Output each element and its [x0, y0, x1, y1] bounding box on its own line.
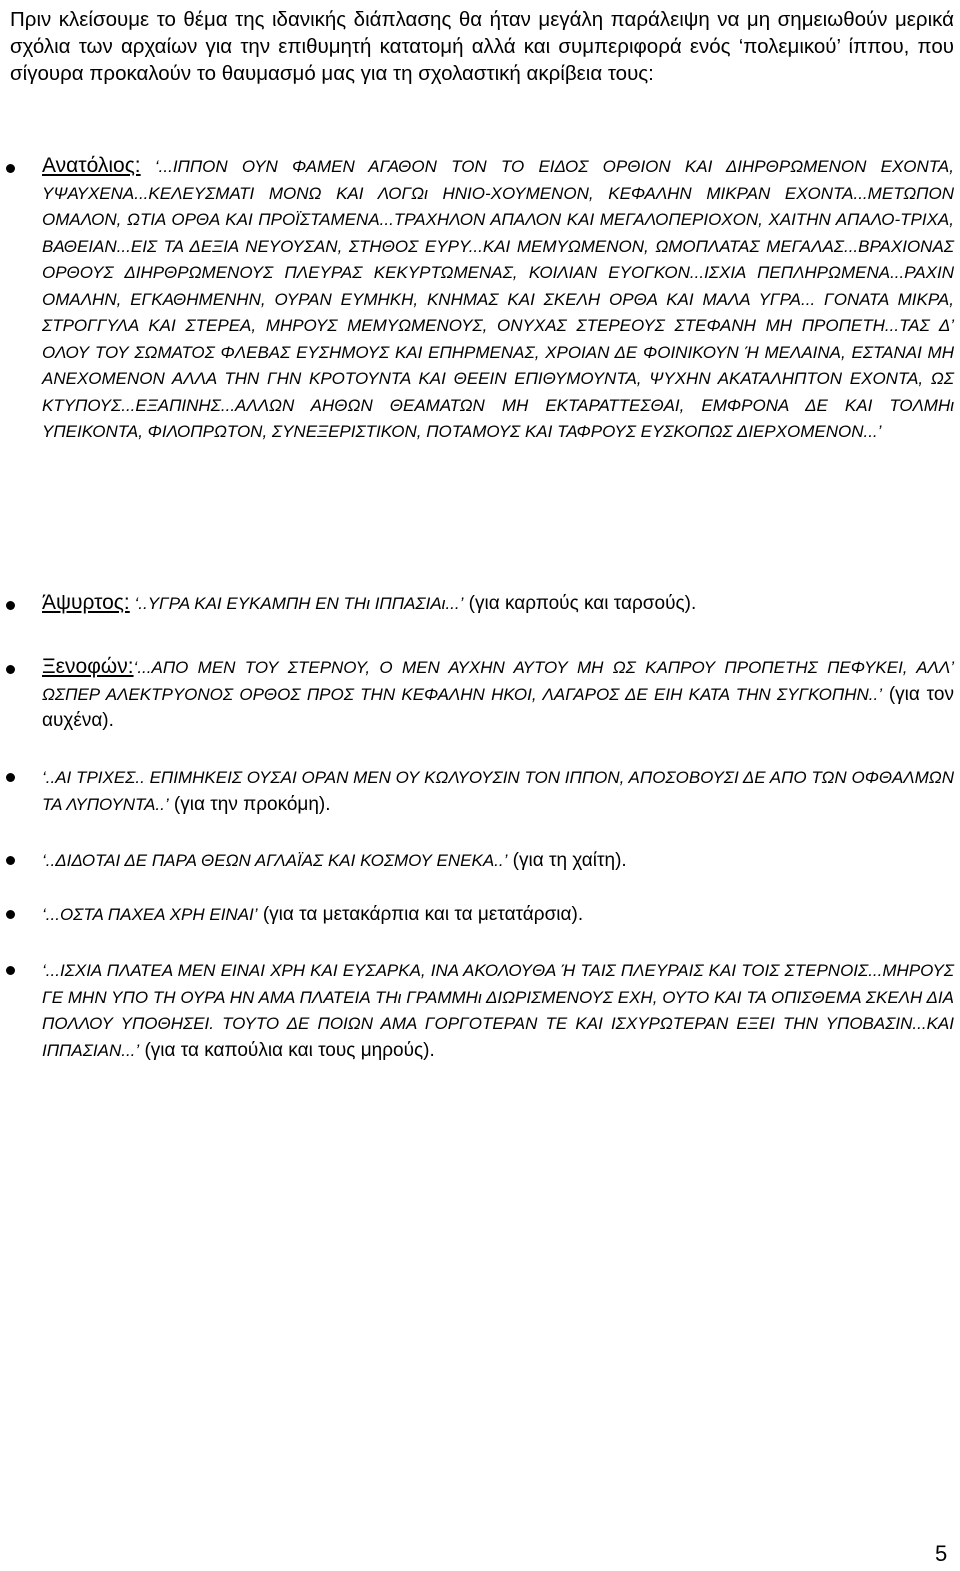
bullet-icon	[6, 601, 15, 610]
author-name: Άψυρτος:	[42, 591, 130, 614]
quote-note: (για καρπούς και ταρσούς).	[463, 593, 697, 614]
quote-note: (για τα καπούλια και τους μηρούς).	[139, 1039, 435, 1061]
list-item-text	[42, 764, 954, 818]
bullet-icon	[6, 856, 15, 865]
list-item-text	[42, 654, 954, 735]
bullet-icon	[6, 665, 15, 674]
list-item-text	[42, 153, 954, 446]
intro-paragraph: Πριν κλείσουμε το θέμα της ιδανικής διάπλασης θα ήταν μεγάλη παράλειψη να μη σημειωθούν μερικά σχόλια των αρχαίων για την επιθυμητή κατατομή αλλά και συμπεριφορά ενός ‘πολεμικού’ ίππου, που σίγουρα προκαλούν το θαυμασμό μας για τη σχολαστική ακρίβεια τους:	[10, 8, 954, 85]
ancient-quote: ‘...ΑΠΟ ΜΕΝ ΤΟΥ ΣΤΕΡΝΟΥ, Ο ΜΕΝ ΑΥΧΗΝ ΑΥΤΟΥ ΜΗ ΩΣ ΚΑΠΡΟΥ ΠΡΟΠΕΤΗΣ ΠΕΦΥΚΕΙ, ΑΛΛ’ ΩΣΠΕΡ ΑΛΕΚΤΡΥΟΝΟΣ ΟΡΘΟΣ ΠΡΟΣ ΤΗΝ ΚΕΦΑΛΗΝ ΗΚΟΙ, ΛΑΓΑΡΟΣ ΔΕ ΕΙΗ ΚΑΤΑ ΤΗΝ ΣΥΓΚΟΠΗΝ..’	[42, 658, 954, 704]
list-item-text	[42, 590, 954, 618]
quote-note: (για τα μετακάρπια και τα μετατάρσια).	[257, 904, 584, 925]
quote-note: (για τον αυχένα).	[42, 683, 954, 731]
page-number: 5	[935, 1541, 948, 1566]
ancient-quote: ‘...ΙΠΠΟΝ ΟΥΝ ΦΑΜΕΝ ΑΓΑΘΟΝ ΤΟΝ ΤΟ ΕΙΔΟΣ ΟΡΘΙΟΝ ΚΑΙ ΔΙΗΡΘΡΩΜΕΝΟΝ ΕΧΟΝΤΑ, ΥΨΑΥΧΕΝΑ...ΚΕΛΕΥΣΜΑΤΙ ΜΟΝΩ ΚΑΙ ΛΟΓΩι ΗΝΙΟ-ΧΟΥΜΕΝΟΝ, ΚΕΦΑΛΗΝ ΜΙΚΡΑΝ ΕΧΟΝΤΑ...ΜΕΤΩΠΟΝ ΟΜΑΛΟΝ, ΩΤΙΑ ΟΡΘΑ ΚΑΙ ΠΡΟΪΣΤΑΜΕΝΑ...ΤΡΑΧΗΛΟΝ ΑΠΑΛΟΝ ΚΑΙ ΜΕΓΑΛΟΠΕΡΙΟΧΟΝ, ΧΑΙΤΗΝ ΑΠΑΛΟ-ΤΡΙΧΑ, ΒΑΘΕΙΑΝ...ΕΙΣ ΤΑ ΔΕΞΙΑ ΝΕΥΟΥΣΑΝ, ΣΤΗΘΟΣ ΕΥΡΥ...ΚΑΙ ΜΕΜΥΩΜΕΝΟΝ, ΩΜΟΠΛΑΤΑΣ ΜΕΓΑΛΑΣ...ΒΡΑΧΙΟΝΑΣ ΟΡΘΟΥΣ ΔΙΗΡΘΡΩΜΕΝΟΥΣ ΠΛΕΥΡΑΣ ΚΕΚΥΡΤΩΜΕΝΑΣ, ΚΟΙΛΙΑΝ ΕΥΟΓΚΟΝ...ΙΣΧΙΑ ΠΕΠΛΗΡΩΜΕΝΑ...ΡΑΧΙΝ ΟΜΑΛΗΝ, ΕΓΚΑΘΗΜΕΝΗΝ, ΟΥΡΑΝ ΕΥΜΗΚΗ, ΚΝΗΜΑΣ ΚΑΙ ΣΚΕΛΗ ΟΡΘΑ ΚΑΙ ΜΑΛΑ ΥΓΡΑ... ΓΟΝΑΤΑ ΜΙΚΡΑ, ΣΤΡΟΓΓΥΛΑ ΚΑΙ ΣΤΕΡΕΑ, ΜΗΡΟΥΣ ΜΕΜΥΩΜΕΝΟΥΣ, ΟΝΥΧΑΣ ΣΤΕΡΕΟΥΣ ΣΤΕΦΑΝΗ ΜΗ ΠΡΟΠΕΤΗ...ΤΑΣ Δ’ ΟΛΟΥ ΤΟΥ ΣΩΜΑΤΟΣ ΦΛΕΒΑΣ ΕΥΣΗΜΟΥΣ ΚΑΙ ΕΠΗΡΜΕΝΑΣ, ΧΡΟΙΑΝ ΔΕ ΦΟΙΝΙΚΟΥΝ Ή ΜΕΛΑΙΝΑ, ΕΣΤΑΝΑΙ ΜΗ ΑΝΕΧΟΜΕΝΟΝ ΑΛΛΑ ΤΗΝ ΓΗΝ ΚΡΟΤΟΥΝΤΑ ΚΑΙ ΘΕΕΙΝ ΕΠΙΘΥΜΟΥΝΤΑ, ΨΥΧΗΝ ΑΚΑΤΑΛΗΠΤΟΝ ΕΧΟΝΤΑ, ΩΣ ΚΤΥΠΟΥΣ...ΕΞΑΠΙΝΗΣ...ΑΛΛΩΝ ΑΗΘΩΝ ΘΕΑΜΑΤΩΝ ΜΗ ΕΚΤΑΡΑΤΤΕΣΘΑΙ, ΕΜΦΡΟΝΑ ΔΕ ΚΑΙ ΤΟΛΜΗι ΥΠΕΙΚΟΝΤΑ, ΦΙΛΟΠΡΩΤΟΝ, ΣΥΝΕΞΕΡΙΣΤΙΚΟΝ, ΠΟΤΑΜΟΥΣ ΚΑΙ ΤΑΦΡΟΥΣ ΕΥΣΚΟΠΩΣ ΔΙΕΡΧΟΜΕΝΟΝ...’	[42, 157, 954, 441]
ancient-quote: ‘..ΥΓΡΑ ΚΑΙ ΕΥΚΑΜΠΗ ΕΝ ΤΗι ΙΠΠΑΣΙΑι...’	[129, 594, 464, 613]
list-item-text	[42, 957, 954, 1064]
ancient-quote: ‘..ΑΙ ΤΡΙΧΕΣ.. ΕΠΙΜΗΚΕΙΣ ΟΥΣΑΙ ΟΡΑΝ ΜΕΝ ΟΥ ΚΩΛΥΟΥΣΙΝ ΤΟΝ ΙΠΠΟΝ, ΑΠΟΣΟΒΟΥΣΙ ΔΕ ΑΠΟ ΤΩΝ ΟΦΘΑΛΜΩΝ ΤΑ ΛΥΠΟΥΝΤΑ..’	[42, 768, 954, 814]
list-item-text	[42, 847, 954, 875]
author-name: Ξενοφών:	[42, 655, 134, 678]
bullet-icon	[6, 773, 15, 782]
list-item-text	[42, 901, 954, 929]
bullet-icon	[6, 966, 15, 975]
author-name: Ανατόλιος:	[42, 154, 141, 177]
quote-note: (για την προκόμη).	[168, 793, 331, 815]
bullet-icon	[6, 910, 15, 919]
quote-note: (για τη χαίτη).	[507, 850, 627, 871]
ancient-quote: ‘...ΙΣΧΙΑ ΠΛΑΤΕΑ ΜΕΝ ΕΙΝΑΙ ΧΡΗ ΚΑΙ ΕΥΣΑΡΚΑ, ΙΝΑ ΑΚΟΛΟΥΘΑ Ή ΤΑΙΣ ΠΛΕΥΡΑΙΣ ΚΑΙ ΤΟΙΣ ΣΤΕΡΝΟΙΣ...ΜΗΡΟΥΣ ΓΕ ΜΗΝ ΥΠΟ ΤΗ ΟΥΡΑ ΗΝ ΑΜΑ ΠΛΑΤΕΙΑ ΤΗι ΓΡΑΜΜΗι ΔΙΩΡΙΣΜΕΝΟΥΣ ΕΧΗ, ΟΥΤΟ ΚΑΙ ΤΑ ΟΠΙΣΘΕΜΑ ΣΚΕΛΗ ΔΙΑ ΠΟΛΛΟΥ ΥΠΟΘΗΣΕΙ. ΤΟΥΤΟ ΔΕ ΠΟΙΩΝ ΑΜΑ ΓΟΡΓΟΤΕΡΑΝ ΤΕ ΚΑΙ ΙΣΧΥΡΩΤΕΡΑΝ ΕΞΕΙ ΤΗΝ ΥΠΟΒΑΣΙΝ...ΚΑΙ ΙΠΠΑΣΙΑΝ...’	[42, 961, 954, 1060]
bullet-icon	[6, 164, 15, 173]
ancient-quote: ‘...ΟΣΤΑ ΠΑΧΕΑ ΧΡΗ ΕΙΝΑΙ’	[42, 905, 258, 924]
ancient-quote: ‘..ΔΙΔΟΤΑΙ ΔΕ ΠΑΡΑ ΘΕΩΝ ΑΓΛΑΪΑΣ ΚΑΙ ΚΟΣΜΟΥ ΕΝΕΚΑ..’	[42, 851, 508, 870]
